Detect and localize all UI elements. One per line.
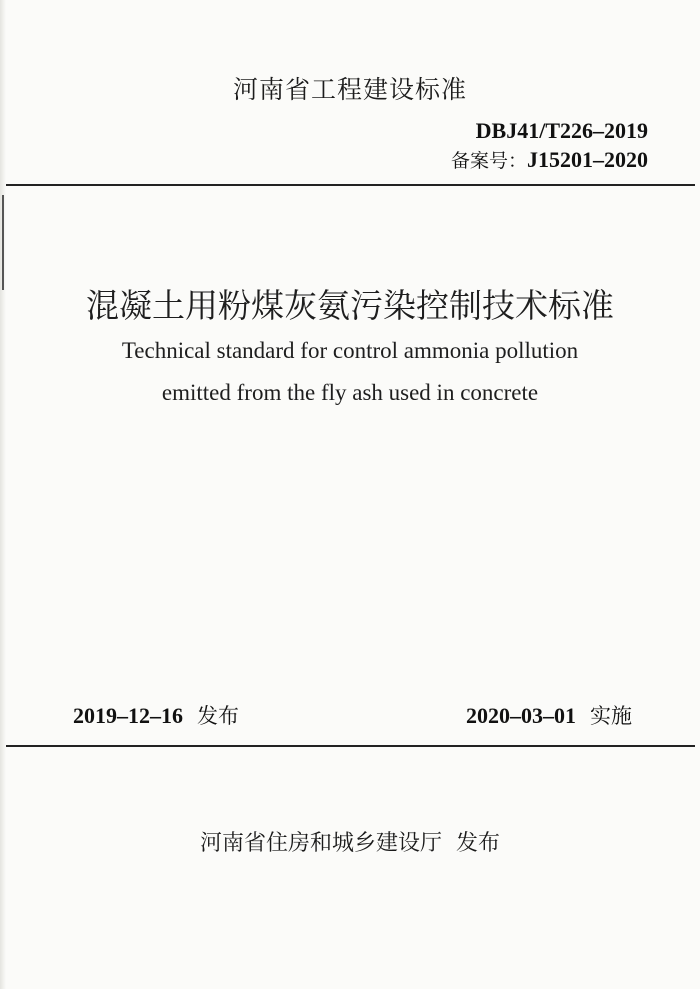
implement-date: 2020–03–01 [466, 703, 576, 728]
standard-category: 河南省工程建设标准 [232, 75, 467, 104]
title-chinese: 混凝土用粉煤灰氨污染控制技术标准 [86, 286, 614, 325]
standard-code: DBJ41/T226–2019 [475, 118, 648, 143]
title-english-line-2: emitted from the fly ash used in concrete [161, 380, 539, 405]
record-number-label: 备案号： [450, 150, 527, 172]
title-english-line-1: Technical standard for control ammonia pollution [121, 338, 579, 363]
issue-label: 发布 [197, 704, 239, 728]
bottom-divider [6, 745, 695, 747]
top-divider [6, 184, 695, 186]
record-number [451, 146, 648, 173]
record-number-value: J15201–2020 [527, 147, 648, 172]
publisher: 河南省住房和城乡建设厅 发布 [200, 831, 500, 856]
page-edge-mark [2, 195, 4, 290]
implement-date-row [466, 700, 632, 730]
implement-label: 实施 [590, 704, 632, 728]
issue-date-row [73, 700, 239, 730]
issue-date: 2019–12–16 [73, 703, 183, 728]
